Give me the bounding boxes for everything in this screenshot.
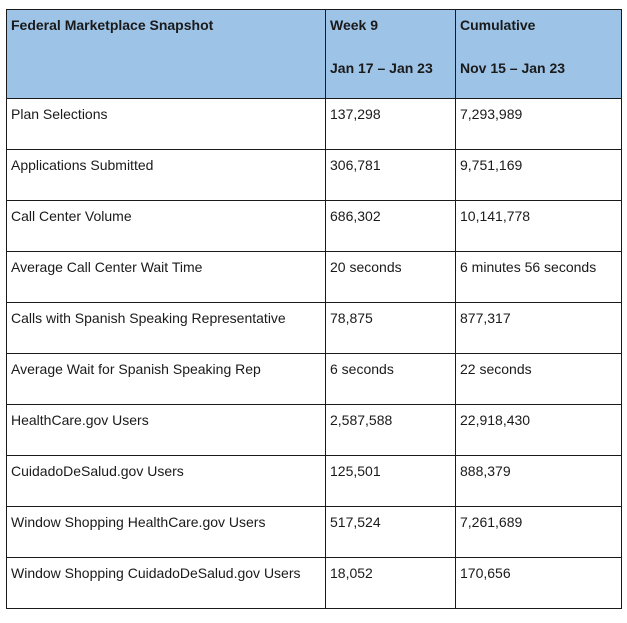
week-value: 18,052 <box>326 558 456 609</box>
table-row <box>7 252 622 303</box>
table-row <box>7 99 622 150</box>
week-value: 20 seconds <box>326 252 456 303</box>
week-value: 686,302 <box>326 201 456 252</box>
row-label: Calls with Spanish Speaking Representative <box>7 303 326 354</box>
row-label: Window Shopping CuidadoDeSalud.gov Users <box>7 558 326 609</box>
week-value: 78,875 <box>326 303 456 354</box>
row-label: Call Center Volume <box>7 201 326 252</box>
row-label: Applications Submitted <box>7 150 326 201</box>
row-label: Window Shopping HealthCare.gov Users <box>7 507 326 558</box>
cumulative-value: 6 minutes 56 seconds <box>456 252 622 303</box>
cumulative-value: 888,379 <box>456 456 622 507</box>
table-row <box>7 303 622 354</box>
row-label: HealthCare.gov Users <box>7 405 326 456</box>
row-label: Plan Selections <box>7 99 326 150</box>
header-row <box>7 10 622 99</box>
cumulative-column-header-label: Cumulative <box>460 17 536 33</box>
week-value: 125,501 <box>326 456 456 507</box>
week-column-header-label: Week 9 <box>330 17 378 33</box>
cumulative-column-header <box>456 10 622 99</box>
cumulative-value: 7,293,989 <box>456 99 622 150</box>
table-body <box>7 99 622 609</box>
cumulative-value: 170,656 <box>456 558 622 609</box>
table-row <box>7 354 622 405</box>
row-label: Average Call Center Wait Time <box>7 252 326 303</box>
table-title: Federal Marketplace Snapshot <box>7 10 326 99</box>
table-row <box>7 507 622 558</box>
cumulative-value: 10,141,778 <box>456 201 622 252</box>
week-value: 137,298 <box>326 99 456 150</box>
table-row <box>7 405 622 456</box>
week-column-header-daterange: Jan 17 – Jan 23 <box>330 60 433 77</box>
cumulative-value: 7,261,689 <box>456 507 622 558</box>
cumulative-column-header-daterange: Nov 15 – Jan 23 <box>460 60 566 77</box>
cumulative-value: 22,918,430 <box>456 405 622 456</box>
cumulative-value: 877,317 <box>456 303 622 354</box>
row-label: Average Wait for Spanish Speaking Rep <box>7 354 326 405</box>
table-row <box>7 201 622 252</box>
week-value: 306,781 <box>326 150 456 201</box>
cumulative-value: 22 seconds <box>456 354 622 405</box>
week-value: 6 seconds <box>326 354 456 405</box>
row-label: CuidadoDeSalud.gov Users <box>7 456 326 507</box>
week-value: 517,524 <box>326 507 456 558</box>
table-row <box>7 456 622 507</box>
week-column-header <box>326 10 456 99</box>
table-row <box>7 558 622 609</box>
table-row <box>7 150 622 201</box>
week-value: 2,587,588 <box>326 405 456 456</box>
federal-marketplace-snapshot-table <box>6 9 622 609</box>
cumulative-value: 9,751,169 <box>456 150 622 201</box>
